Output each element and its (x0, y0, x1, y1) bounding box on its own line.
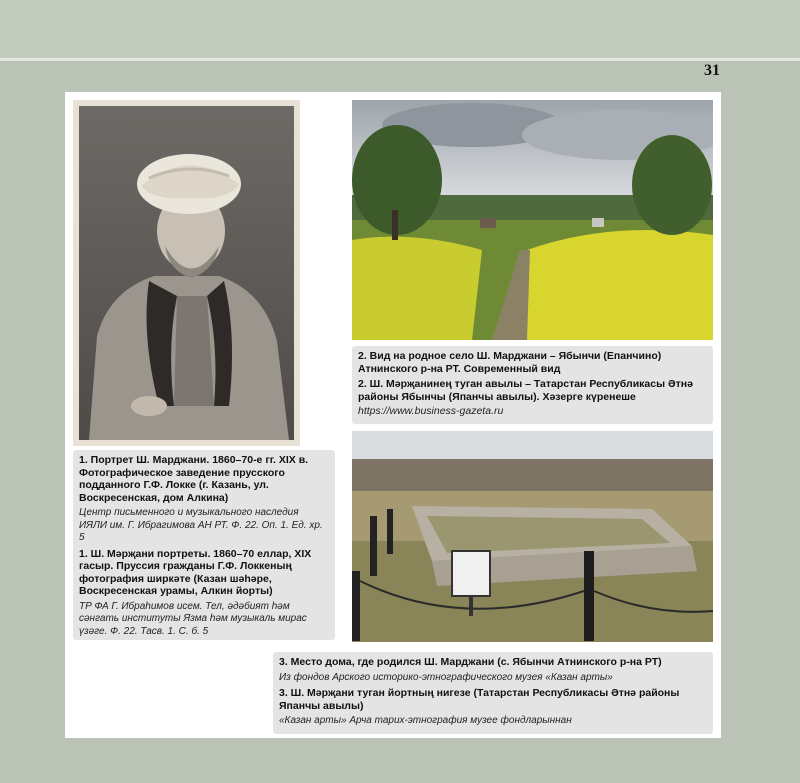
village-photo (352, 100, 713, 340)
caption-1-tt: 1. Ш. Мәрҗани портреты. 1860–70 еллар, XIX гасыр. Пруссия гражданы Г.Ф. Локкеның фотография ширкәте (Казан шәһәре, Воскресенская урамы, Алкин йорты) (79, 547, 312, 597)
portrait-photo (73, 100, 300, 446)
caption-foundation (273, 652, 713, 734)
foundation-image (352, 431, 713, 642)
page (65, 92, 721, 738)
caption-3-ru: 3. Место дома, где родился Ш. Марджани (с. Ябынчи Атнинского р-на РТ) (279, 656, 662, 668)
source-3-ru: Из фондов Арского историко-этнографического музея «Казан арты» (279, 671, 613, 683)
foundation-photo (352, 431, 713, 642)
caption-portrait (73, 450, 335, 640)
village-image (352, 100, 713, 340)
source-2: https://www.business-gazeta.ru (358, 405, 504, 417)
portrait-image (79, 106, 294, 440)
page-number: 31 (704, 62, 720, 79)
caption-village (352, 346, 713, 424)
source-1-tt: ТР ФА Г. Ибраһимов исем. Тел, әдәбият һәм сәнгать институты Язма һәм музыкаль мирас үзәге. Ф. 22. Тасв. 1. С. б. 5 (79, 600, 307, 637)
caption-2-tt: 2. Ш. Мәрҗанинең туган авылы – Татарстан Республикасы Әтнә районы Ябынчы (Япанчы авылы). Хәзерге күренеше (358, 378, 693, 403)
source-1-ru: Центр письменного и музыкального наследия ИЯЛИ им. Г. Ибрагимова АН РТ. Ф. 22. Оп. 1. Ед. хр. 5 (79, 507, 323, 543)
caption-1-ru: 1. Портрет Ш. Марджани. 1860–70-е гг. XIX в. Фотографическое заведение прусского подданного Г.Ф. Локке (г. Казань, ул. Воскресенская, дом Алкина) (79, 454, 309, 504)
top-band (0, 0, 800, 58)
source-3-tt: «Казан арты» Арча тарих-этнография музее фондларыннан (279, 715, 572, 726)
caption-3-tt: 3. Ш. Мәрҗани туган йортның нигезе (Татарстан Республикасы Әтнә районы Япанчы авылы) (279, 687, 680, 712)
caption-2-ru: 2. Вид на родное село Ш. Марджани – Ябынчи (Епанчино) Атнинского р-на РТ. Современный вид (358, 350, 662, 375)
top-rule (0, 58, 800, 61)
